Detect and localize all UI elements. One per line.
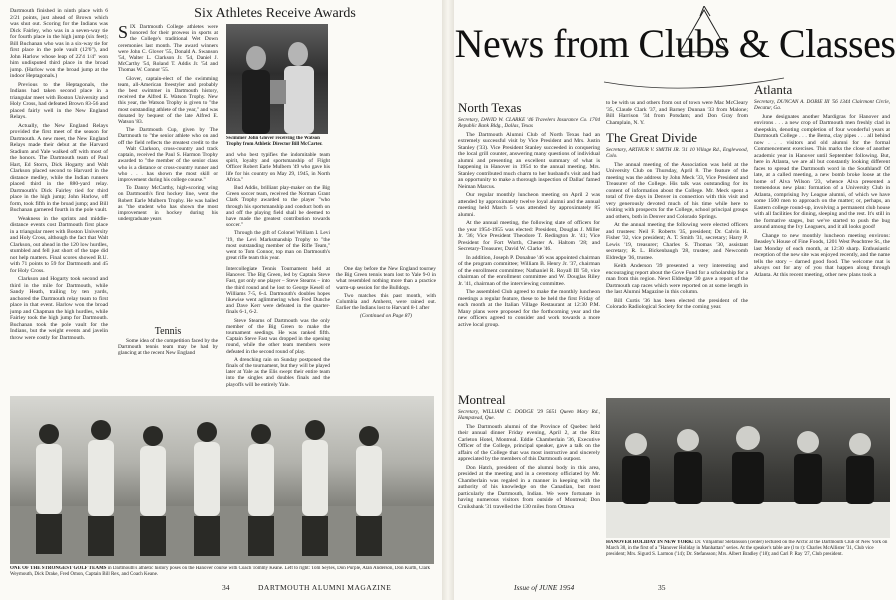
track-article-column [10, 8, 108, 396]
awards-column-c [226, 152, 330, 262]
page-gutter [442, 0, 454, 600]
montreal-column [458, 392, 600, 564]
paragraph: The assembled Club agreed to make the monthly luncheon meetings a regular feature, these to be held the first Friday of each month at the Italian Village Restaurant at 12:30 P.M. Many plans were proposed for the forthcoming year and the new officers agreed to consider and work towards a more active local group. [458, 289, 600, 328]
page-number-right: 35 [658, 583, 666, 592]
swimmer-trophy-photo [226, 24, 328, 134]
north-texas-column [458, 100, 600, 396]
paragraph: Intercollegiate Tennis Tournament held at Hanover. The Big Green, led by Captain Steve Fast, got only one player – Steve Stearns – into the third round and he lost to George Kesell of Williams 7-5, 6-4. Dartmouth's doubles hopes likewise went aglimmering when Fred Dunche and Dave Kerr were defeated in the quarter-finals 6-1, 6-2. [226, 266, 330, 316]
paragraph: At the annual meeting, the following slate of officers for the year 1954-1955 was elected: President, Douglas J. Miller Jr. '36; Vice President Theodore T. Redington Jr. '41; Vice President for Fort Worth, Chester A. Haltom '28; and Secretary-Treasurer, David W. Clarke '46. [458, 220, 600, 253]
issue-date: Issue of JUNE 1954 [514, 583, 575, 592]
north-texas-heading: North Texas [458, 100, 522, 115]
paragraph: One day before the New England tourney the Big Green tennis team lost to Yale 9-0 in what resembled nothing more than a practice warm-up session for the Bulldogs. [336, 266, 436, 291]
paragraph: June designates another Mardigras for Hanover and environs . . . a new crop of Dartmouth men freshly clad in sheepskin, denoting completion of four wonderful years at Dartmouth College . . . the Bema, clay pipes . . . all behind now . . . visitors and old alumni for the formal Commencement exercises. This marks the close of another academic year in Hanover until September following. But, here in Atlanta, we are all but constantly looking different faces to spread the Dartmouth word in the Southland! Of late, at a called meeting, a new bomb broke loose at the home of Alva Wilson '23, whence Alva presented a tremendous new plan: formation of a University Club in Atlanta, comprising Ivy League alumni, of which we have some 1500 men to approach on the matter; or, perhaps, an Eastern college round-up, involving a permanent club house with all facilities for dining, sleeping and the rest. It's still in the formative stages, but we've started to push the bug around among the Ivy Leaguers, and it all looks good! [754, 113, 890, 231]
paragraph: Two matches this past month, with Columbia and Amherst, were rained out. Earlier the Indians lost to Harvard 8-1 after [336, 292, 436, 312]
secretary-line: Secretary, WILLIAM C. DODGE '29 5651 Queen Mary Rd., Hampstead, Que. [458, 409, 600, 422]
paragraph: Steve Stearns of Dartmouth was the only member of the Big Green to make the tournament seedings. He was ranked fifth. Captain Steve Fast was dropped in the opening round, while the other team members were defeated in the second round of play. [226, 317, 330, 355]
speakers-table-icon [606, 398, 890, 538]
clubs-classes-title: News from Clubs & Classes [454, 21, 896, 66]
paragraph: Bill Curtis '36 has been elected the president of the Colorado Radiological Society for the coming year. [606, 297, 748, 311]
paragraph: The Dartmouth Cup, given by The Dartmouth to "the senior athlete who on and off the field reflects the greatest credit to the [118, 127, 218, 144]
new-york-holiday-photo [606, 398, 890, 538]
paragraph: Actually, the New England Relays provided the first meet of the season for Dartmouth. A new meet, the New England Relays made their debut at the Harvard Stadium and Yale walked off with most of the honors. The Dartmouth team of Paul Hart, Ed Storrs, Dick Hogarty and Walt Clarkson placed second to Harvard in the distance medley, while the Indian runners placed third in the 880-yard relay. Dartmouth's Dick Fairley tied for third place in the high jump; John Harlow, off form, took fifth in the broad jump; and Bill Buchanan garnered fourth in the pole vault. [10, 122, 108, 213]
golfers-icon [10, 396, 434, 564]
atlanta-heading: Atlanta [754, 82, 793, 97]
paragraph: Glover, captain-elect of the swimming team, all-American freestyler and probably the best swimmer in Dartmouth history, received the Alfred E. Watson Trophy. New this year, the Watson Trophy is given to "the most outstanding athlete of the year," and was donated by bequest of the late Alfred E. Watson '83. [118, 75, 218, 126]
secretary-line: Secretary, ARTHUR V. SMITH JR. '31 10 Village Rd., Englewood, Colo. [606, 147, 748, 160]
paragraph: SIX Dartmouth College athletes were honored for their prowess in sports at the College's traditional Wet Down ceremonies last month. The award winners were John C. Glover '55, Donald A. Swanson '54, Walter L. Clarkson Jr. '54, Daniel J. McCarthy '54, Roland T. Addis Jr. '54 and Thomas W. Connor '55. [118, 24, 218, 74]
tennis-intro [118, 338, 218, 394]
tennis-headline: Tennis [154, 326, 182, 337]
paragraph: Through the gift of Colonel William I. Levi '19, the Levi Marksmanship Trophy to "the most outstanding member of the Rifle Team," went to Tom Connor, top man on Dartmouth's great rifle team this year. [226, 230, 330, 262]
tennis-column [226, 266, 330, 394]
golf-photo-caption: ONE OF THE STRONGEST GOLF TEAMS in Dartmouth's athletic history poses on the Hanover course with Coach Tommy Keane. Left to right: Tom Seyles, Don Purple, Alan Anderson, Don Kurth, Clark Weymouth, Dick Drake, Fred Omon, Captain Bill Rex, and Coach Keane. [10, 566, 431, 577]
paragraph: The annual meeting of the Association was held at the University Club on Thursday, April 8. The feature of the meeting was the address by John Meck '33, Vice President and Treasurer of the College. His talk was outstanding for its content of information about the College. Mr. Meck spent a total of five days in Denver in connection with this visit and very generously devoted much of his time while here to visiting with prospects for the College, school principal groups and others, both in Denver and Colorado Springs. [606, 161, 748, 220]
paragraph: Keith Anderson '39 presented a very interesting and encouraging report about the Gove Fund for a scholarship for a man from this region. Newt Eldredge '30 gave a report of the Dartmouth cap races which were reported on at some length in the last Alumni Magazine in this column. [606, 263, 748, 296]
secretary-line: Secretary, DAVID W. CLARKE '46 Travelers Insurance Co. 1704 Republic Bank Bldg., Dallas, Texas [458, 117, 600, 130]
new-york-photo-caption: HANOVER HOLIDAY IN NEW YORK: Dr. Vilhjalmur Stefansson (center) lectured on the Arctic at the Dartmouth Club of New York on March 30, in the first of a "Hanover Holiday in Manhattan" series. At the speaker's table are (l to r): Charles McAllister '31, Club vice president; Mrs. Sigurd S. Larmon ('14); Dr. Stefansson; Mrs. Albert Bradley ('18); and Carl P. Ray '27, Club president. [606, 540, 888, 557]
tennis-column-2 [336, 266, 436, 394]
paragraph: Dartmouth finished in ninth place with 6 2/21 points, just ahead of Brown which was shut out. Scoring for the Indians was Dick Fairley, who was in a seven-way tie for fourth place in the high jump (six feet); Bill Buchanan who was in a six-way tie for first place in the pole vault (12'6"), and John Harlow whose leap of 22'4 1/4" won him undisputed third place in the broad jump. (Harlow won the broad jump at the indoor Heptagonals.) [10, 8, 108, 79]
page-number-left: 34 [222, 583, 230, 592]
swimmer-photo-caption: Swimmer John Glover receiving the Watson Trophy from Athletic Director Bill McCarter. [226, 136, 323, 147]
paragraph: In addition, Joseph P. Donahue '46 was appointed chairman of the program committee; William B. Henry Jr. '37, chairman of the enrollment committee; Nathaniel R. Royall III '50, vice chairman of the enrollment committee and W. Douglas Riley Jr. '41, chairman of the interviewing committee. [458, 254, 600, 287]
montreal-heading: Montreal [458, 392, 506, 407]
paragraph: A drenching rain on Sunday postponed the finals of the tournament, but they will be played later at Yale as the Elis swept their entire team into the singles and doubles finals and the playoffs will be entirely Yale. [226, 356, 330, 388]
awards-column-a [118, 24, 218, 144]
paragraph: to be with us and others from out of town were Mac McCleary '35, Claude Clark '37, and Barney Dunnan '33 from Malone; Bill Harrison '34 from Potsdam; and Don Gray from Champlain, N. Y. [606, 100, 748, 126]
paragraph: Walt Clarkson, cross-country and track captain, received the Paul S. Harmon Trophy awarded to "the member of the senior class who is a distance or cross-country runner and who . . . has shown the most skill or improvement during his college course." [118, 146, 218, 184]
great-divide-heading: The Great Divide [606, 130, 697, 145]
atlanta-column [754, 82, 890, 396]
paragraph: and who best typifies the indomitable team spirit, loyalty and sportsmanship of Flight Officer Robert Earle Mulbern '49 who gave his life for his country on May 29, 1945, in North Africa." [226, 152, 330, 183]
golf-team-photo [10, 396, 434, 564]
paragraph: At the annual meeting the following were elected officers and trustees: Neil F. Roberts '35, president; Dr. Calvin H. Fisher '32, vice president; A. T. Smith '31, secretary; Harry P. Lewis '19, treasurer; Charles S. Thomas '30, assistant secretary; R. L. Bickenbaugh '28, trustee; and Newcomb Eldredge '36, trustee. [606, 222, 748, 261]
paragraph: Clarkson and Hogarty took second and third in the mile for Dartmouth, while Sandy Heath, trailing by ten yards, anchored the Dartmouth relay team to first place in that event. Harlow won the broad jump and Chapman the high hurdles, while Fairley took the high jump for Dartmouth. Buchanan took the pole vault for the Indians, but the weight events and javelin throw were costly for Dartmouth. [10, 276, 108, 341]
great-divide-column [606, 100, 748, 396]
paragraph: Previous to the Heptagonals, the Indians had taken second place in a triangular meet with Boston University and Holy Cross, had defeated Brown 83-56 and placed fairly well in the New England Relays. [10, 81, 108, 120]
paragraph: Some idea of the competition faced by the Dartmouth tennis team may be had by glancing at the recent New England [118, 338, 218, 357]
paragraph: To Danny McCarthy, high-scoring wing on Dartmouth's first hockey line, went the Robert Earle Mulbern Trophy. He was hailed as "the student who has shown the most improvement in hockey during his undergraduate years [118, 185, 218, 223]
magazine-name: DARTMOUTH ALUMNI MAGAZINE [258, 583, 392, 592]
paragraph: Our regular monthly luncheon meeting on April 2 was attended by approximately twelve loyal alumni and the annual meeting held March 5 was attended by approximately 85 alumni. [458, 192, 600, 218]
paragraph: The Dartmouth alumni of the Province of Quebec held their annual dinner Friday evening, April 2, at the Ritz Carleton Hotel, Montreal. Eddie Chamberlain '36, Executive Officer of the College, principal speaker, gave a talk on the affairs of the College that was most instructive and sincerely appreciated by the members of this Dartmouth outpost. [458, 423, 600, 463]
paragraph: Weakness in the sprints and middle-distance events cost Dartmouth first place in a triangular meet with Boston University and Holy Cross, although the fact that Walt Clarkson, out ahead in the 120 low hurdles, stumbled and fell just short of the tape did not help matters. Final scores showed B.U. with 71 points to 59 for Dartmouth and 45 for Holy Cross. [10, 215, 108, 274]
paragraph: Change to new monthly luncheon meeting environs: Beasley's House of Fine Foods, 1201 West Peachtree St., the last Monday of each month, at 12:30 sharp. Enthusiastic reception of the new site was enjoyed recently, and the name tells the story – darned good food. The welcome mat is always out for any of you that happen along through Atlanta. At this recent meeting, other new plans took a [754, 232, 890, 278]
paragraph: Don Hatch, president of the alumni body in this area, presided at the meeting and in a ceremony officiated by Mr. Chamberlain was regaled in a manner in keeping with the authority of his knowledge on the Canadian, but most particularly the Dartmouth, Indian. We were fortunate in having numerous visitors from outside of Montreal; Don Cruikshank '31 travelled the 130 miles from Ottawa [458, 464, 600, 510]
dropcap: S [118, 24, 129, 42]
awards-headline: Six Athletes Receive Awards [194, 6, 356, 21]
photo-figures-icon [226, 24, 328, 134]
paragraph: Bud Addis, brilliant play-maker on the Big Green soccer team, received the Norman Grant Clark Trophy awarded to the player "who through his sportsmanship and conduct both on and off the playing field shall be deemed to have made the greatest contribution towards soccer." [226, 185, 330, 229]
left-page [0, 0, 442, 600]
continued-note: (Continued on Page 87) [360, 313, 412, 320]
paragraph: The Dartmouth Alumni Club of North Texas had an extremely successful visit by Vice President and Mrs. Justin Stanley ('33). Vice President Stanley succeeded in conquering the local grill counter, answering many questions of individual alumni and presenting an excellent summary of what is happening in Hanover in 1954 to the annual meeting. Mrs. Stanley contributed much charm to her husband's visit and had an opportunity to make a thorough inspection of Dallas' famed Neiman Marcus. [458, 131, 600, 190]
right-page [454, 0, 896, 600]
secretary-line: Secretary, DUNCAN A. DOBIE III '56 1344 Clairmont Circle, Decatur, Ga. [754, 99, 890, 112]
